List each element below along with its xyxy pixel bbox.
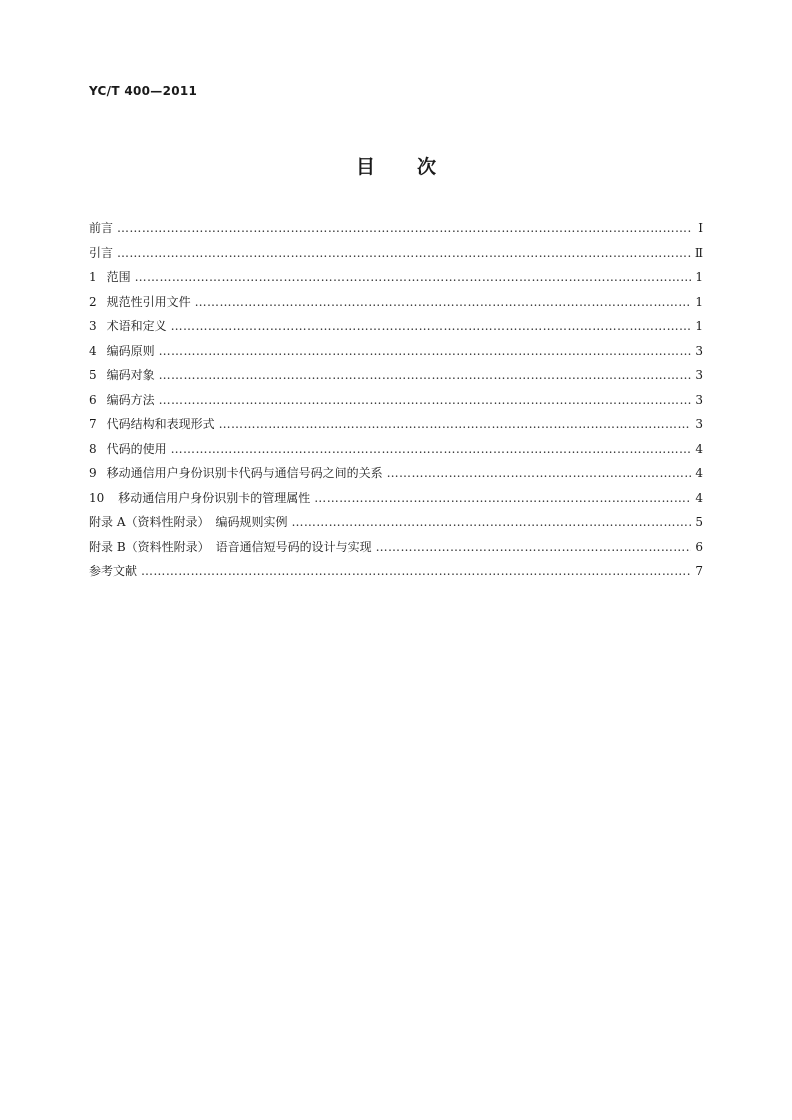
toc-entry-5[interactable] — [89, 363, 703, 388]
toc-entry-page: Ⅱ — [694, 245, 703, 260]
toc-entry-page: 1 — [695, 294, 703, 309]
toc-entry-appendix-b[interactable] — [89, 535, 703, 560]
toc-entry-page: 4 — [695, 466, 703, 480]
toc-list — [89, 216, 703, 584]
toc-entry-3[interactable] — [89, 314, 703, 339]
toc-entry-number: 8 — [89, 441, 97, 456]
toc-entry-text: 参考文献 — [89, 564, 138, 578]
toc-leader-dots — [291, 510, 691, 535]
toc-entry-text: 移动通信用户身份识别卡代码与通信号码之间的关系 — [106, 466, 383, 480]
toc-title-part1: 目 — [355, 156, 375, 178]
toc-entry-text: 范围 — [106, 270, 131, 284]
toc-entry-text: 编码方法 — [106, 392, 155, 407]
toc-entry-page: 3 — [695, 392, 703, 407]
toc-leader-dots — [159, 388, 691, 413]
toc-entry-6[interactable] — [89, 388, 703, 413]
toc-entry-number: 9 — [89, 466, 97, 480]
toc-leader-dots — [135, 265, 691, 290]
toc-entry-bibliography[interactable] — [89, 559, 703, 584]
toc-leader-dots — [159, 339, 691, 364]
toc-title — [0, 152, 792, 179]
toc-entry-page: 3 — [695, 417, 703, 431]
toc-entry-9[interactable] — [89, 461, 703, 486]
toc-entry-number: 1 — [89, 270, 97, 284]
toc-entry-introduction[interactable] — [89, 241, 703, 266]
toc-entry-page: 3 — [695, 343, 703, 358]
toc-leader-dots — [159, 363, 691, 388]
toc-entry-text: 术语和定义 — [106, 319, 167, 333]
standard-code: YC/T 400—2011 — [89, 84, 198, 98]
toc-entry-page: 6 — [695, 539, 703, 554]
toc-entry-8[interactable] — [89, 437, 703, 462]
toc-entry-text: 附录 A（资料性附录） 编码规则实例 — [89, 515, 288, 529]
toc-entry-4[interactable] — [89, 339, 703, 364]
toc-entry-foreword[interactable] — [89, 216, 703, 241]
toc-entry-number: 10 — [89, 490, 105, 505]
toc-entry-text: 移动通信用户身份识别卡的管理属性 — [118, 490, 311, 505]
toc-entry-page: 4 — [695, 490, 703, 505]
toc-leader-dots — [219, 412, 691, 437]
toc-entry-page: 4 — [695, 441, 703, 456]
toc-entry-10[interactable] — [89, 486, 703, 511]
toc-leader-dots — [195, 290, 691, 315]
toc-entry-page: 7 — [695, 564, 703, 578]
toc-entry-text: 代码结构和表现形式 — [106, 417, 215, 431]
toc-leader-dots — [376, 535, 691, 560]
toc-leader-dots — [141, 559, 691, 584]
toc-entry-page: 1 — [695, 270, 703, 284]
toc-entry-text: 附录 B（资料性附录） 语音通信短号码的设计与实现 — [89, 539, 372, 554]
toc-entry-text: 代码的使用 — [106, 441, 167, 456]
toc-entry-text: 编码原则 — [106, 343, 155, 358]
toc-entry-text: 规范性引用文件 — [106, 294, 191, 309]
toc-entry-appendix-a[interactable] — [89, 510, 703, 535]
toc-entry-page: 1 — [695, 319, 703, 333]
toc-entry-number: 4 — [89, 343, 97, 358]
toc-entry-1[interactable] — [89, 265, 703, 290]
toc-entry-page: 5 — [695, 515, 703, 529]
toc-entry-text: 引言 — [89, 245, 114, 260]
toc-entry-text: 编码对象 — [106, 368, 155, 382]
toc-leader-dots — [387, 461, 691, 486]
toc-entry-page: Ⅰ — [698, 221, 703, 235]
toc-entry-number: 2 — [89, 294, 97, 309]
toc-leader-dots — [171, 437, 691, 462]
toc-entry-page: 3 — [695, 368, 703, 382]
toc-entry-number: 5 — [89, 368, 97, 382]
toc-entry-number: 6 — [89, 392, 97, 407]
toc-entry-7[interactable] — [89, 412, 703, 437]
toc-leader-dots — [117, 241, 691, 266]
toc-entry-2[interactable] — [89, 290, 703, 315]
toc-leader-dots — [314, 486, 691, 511]
toc-entry-text: 前言 — [89, 221, 114, 235]
toc-entry-number: 3 — [89, 319, 97, 333]
toc-title-part2: 次 — [417, 156, 437, 178]
toc-entry-number: 7 — [89, 417, 97, 431]
toc-leader-dots — [117, 216, 691, 241]
toc-leader-dots — [171, 314, 691, 339]
